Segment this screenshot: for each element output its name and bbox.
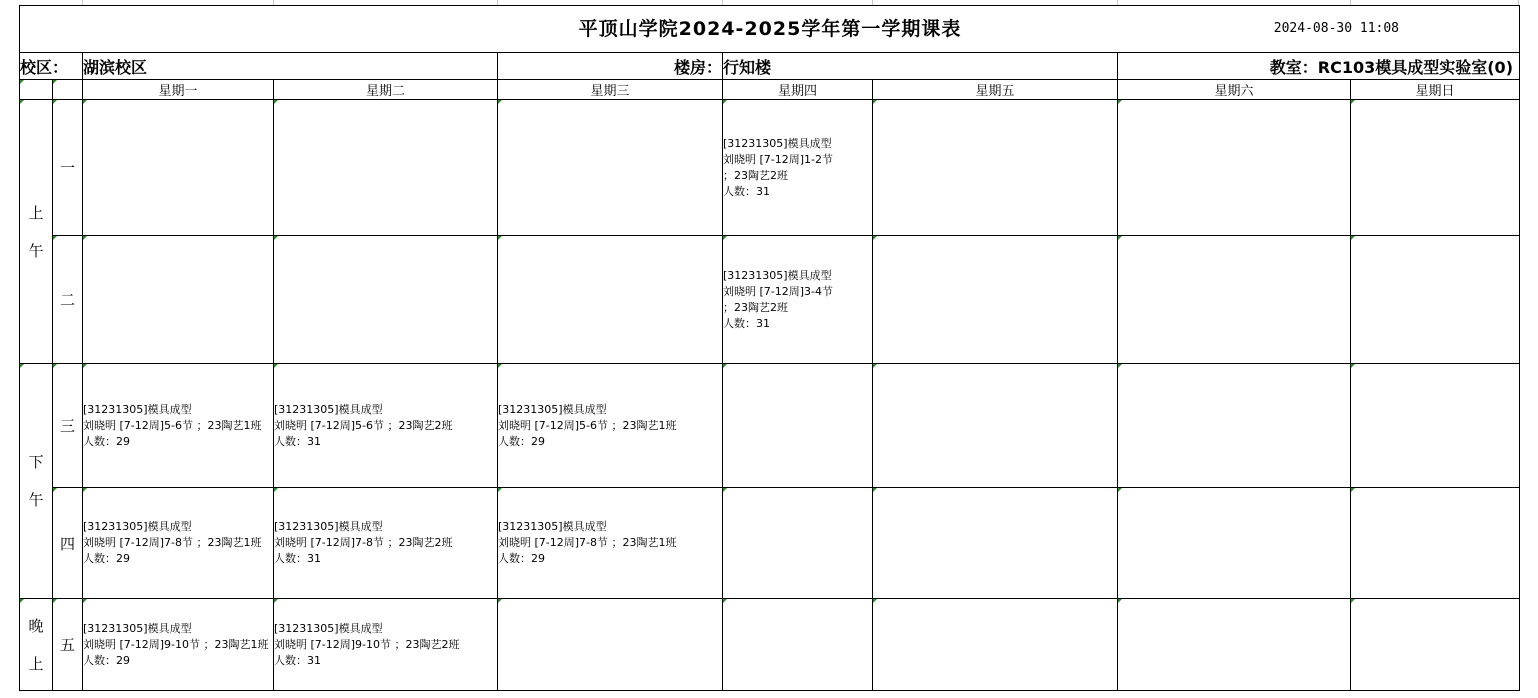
cell-marker [873, 599, 877, 603]
info-row [20, 53, 1520, 80]
cell-marker [873, 364, 877, 368]
cell-marker [1118, 364, 1122, 368]
cell-marker [723, 100, 727, 104]
cell-marker [498, 364, 502, 368]
cell-marker [498, 488, 502, 492]
cell-marker [53, 488, 57, 492]
course-entry: [31231305]模具成型 刘晓明 [7-12周]1-2节 ；23陶艺2班 人数：31 [723, 100, 873, 236]
schedule-cell [1118, 100, 1351, 236]
schedule-cell [498, 100, 723, 236]
cell-marker [723, 236, 727, 240]
course-entry: [31231305]模具成型 刘晓明 [7-12周]3-4节 ；23陶艺2班 人数：31 [723, 236, 873, 364]
cell-marker [1118, 100, 1122, 104]
cell-marker [1351, 364, 1355, 368]
half-evening: 晚 上 [20, 599, 53, 691]
cell-marker [1351, 236, 1355, 240]
cell-marker [274, 364, 278, 368]
schedule-cell [723, 364, 873, 488]
period-number: 三 [53, 364, 83, 488]
cell-marker [873, 236, 877, 240]
cell-marker [53, 236, 57, 240]
course-entry: [31231305]模具成型 刘晓明 [7-12周]9-10节 ；23陶艺2班 人数：31 [274, 599, 498, 691]
day-header: 星期日 [1351, 80, 1520, 100]
cell-marker [723, 364, 727, 368]
schedule-cell [83, 100, 274, 236]
cell-marker [20, 364, 24, 368]
schedule-cell [274, 236, 498, 364]
schedule-cell [83, 236, 274, 364]
schedule-sheet [19, 5, 1520, 691]
period-number: 二 [53, 236, 83, 364]
cell-marker [20, 100, 24, 104]
cell-marker [83, 236, 87, 240]
cell-marker [1118, 488, 1122, 492]
day-header: 星期六 [1118, 80, 1351, 100]
period-row-1 [20, 100, 1520, 236]
campus-label: 校区： [20, 53, 83, 80]
schedule-cell [1351, 100, 1520, 236]
corner-cell-2 [53, 80, 83, 100]
cell-marker [498, 236, 502, 240]
cell-marker [1118, 599, 1122, 603]
cell-marker [83, 599, 87, 603]
course-entry: [31231305]模具成型 刘晓明 [7-12周]9-10节 ；23陶艺1班 人数：29 [83, 599, 274, 691]
cell-marker [53, 364, 57, 368]
cell-marker [53, 100, 57, 104]
cell-marker [1351, 100, 1355, 104]
course-entry: [31231305]模具成型 刘晓明 [7-12周]7-8节 ；23陶艺2班 人数：31 [274, 488, 498, 599]
period-row-4 [20, 488, 1520, 599]
period-number: 四 [53, 488, 83, 599]
cell-marker [274, 236, 278, 240]
cell-marker [498, 599, 502, 603]
day-header: 星期二 [274, 80, 498, 100]
schedule-cell [873, 364, 1118, 488]
period-row-5 [20, 599, 1520, 691]
day-header: 星期一 [83, 80, 274, 100]
cell-marker [1351, 599, 1355, 603]
cell-marker [498, 100, 502, 104]
course-entry: [31231305]模具成型 刘晓明 [7-12周]7-8节 ；23陶艺1班 人数：29 [83, 488, 274, 599]
schedule-cell [1351, 364, 1520, 488]
schedule-cell [498, 236, 723, 364]
campus-value: 湖滨校区 [83, 53, 498, 80]
cell-marker [83, 364, 87, 368]
room-info: 教室：RC103模具成型实验室(0) [1118, 53, 1520, 80]
day-header: 星期五 [873, 80, 1118, 100]
day-header-row [20, 80, 1520, 100]
course-entry: [31231305]模具成型 刘晓明 [7-12周]5-6节 ；23陶艺1班 人数：29 [498, 364, 723, 488]
schedule-cell [873, 599, 1118, 691]
schedule-cell [723, 488, 873, 599]
schedule-cell [498, 599, 723, 691]
schedule-cell [274, 100, 498, 236]
course-entry: [31231305]模具成型 刘晓明 [7-12周]5-6节 ；23陶艺1班 人数：29 [83, 364, 274, 488]
title-row [20, 6, 1520, 53]
schedule-cell [1118, 236, 1351, 364]
page-title: 平顶山学院2024-2025学年第一学期课表 [578, 18, 962, 40]
course-entry: [31231305]模具成型 刘晓明 [7-12周]7-8节 ；23陶艺1班 人数：29 [498, 488, 723, 599]
schedule-cell [873, 100, 1118, 236]
cell-marker [723, 599, 727, 603]
cell-marker [20, 599, 24, 603]
period-row-3 [20, 364, 1520, 488]
schedule-cell [873, 236, 1118, 364]
cell-marker [1351, 488, 1355, 492]
schedule-cell [873, 488, 1118, 599]
building-label: 楼房： [498, 53, 723, 80]
schedule-cell [1351, 488, 1520, 599]
schedule-cell [723, 599, 873, 691]
schedule-cell [1118, 599, 1351, 691]
cell-marker [1118, 236, 1122, 240]
cell-marker [83, 100, 87, 104]
course-entry: [31231305]模具成型 刘晓明 [7-12周]5-6节 ；23陶艺2班 人数：31 [274, 364, 498, 488]
period-number: 五 [53, 599, 83, 691]
cell-marker [274, 488, 278, 492]
schedule-cell [1351, 599, 1520, 691]
cell-marker [723, 488, 727, 492]
print-timestamp: 2024-08-30 11:08 [1273, 21, 1400, 36]
cell-marker [873, 488, 877, 492]
cell-marker [274, 100, 278, 104]
schedule-cell [1351, 236, 1520, 364]
corner-cell [20, 80, 53, 100]
cell-marker [53, 599, 57, 603]
period-number: 一 [53, 100, 83, 236]
day-header: 星期四 [723, 80, 873, 100]
period-row-2 [20, 236, 1520, 364]
cell-marker [274, 599, 278, 603]
cell-marker [873, 100, 877, 104]
day-header: 星期三 [498, 80, 723, 100]
half-afternoon: 下 午 [20, 364, 53, 599]
half-morning: 上 午 [20, 100, 53, 364]
building-value: 行知楼 [723, 53, 1118, 80]
cell-marker [83, 488, 87, 492]
schedule-cell [1118, 488, 1351, 599]
schedule-cell [1118, 364, 1351, 488]
